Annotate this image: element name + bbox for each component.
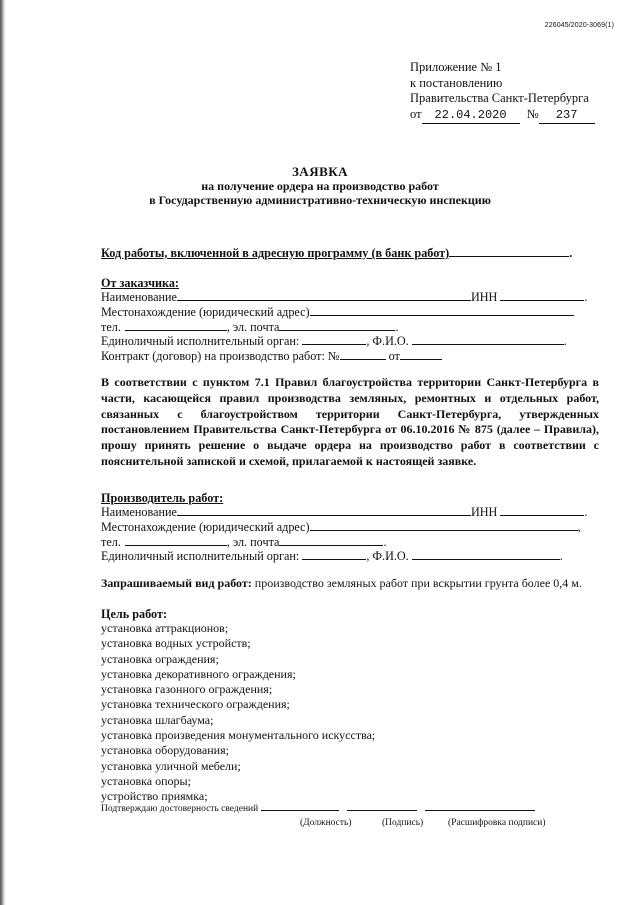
customer-name-field[interactable] bbox=[177, 290, 471, 301]
customer-inn-field[interactable] bbox=[500, 290, 584, 301]
customer-name-line: Наименование ИНН . bbox=[101, 290, 588, 304]
decryption-caption: (Расшифровка подписи) bbox=[448, 818, 546, 828]
signature-caption: (Подпись) bbox=[382, 818, 424, 828]
producer-contacts-line: тел. , эл. почта . bbox=[101, 535, 387, 549]
producer-phone-label: тел. bbox=[101, 535, 121, 549]
purpose-item: установка опоры; bbox=[101, 773, 191, 788]
customer-inn-label: ИНН bbox=[470, 290, 498, 304]
position-caption: (Должность) bbox=[300, 818, 352, 828]
appendix-line-1: Приложение № 1 bbox=[410, 60, 502, 74]
page-title: ЗАЯВКА bbox=[291, 164, 349, 179]
producer-fio-field[interactable] bbox=[412, 549, 560, 560]
producer-name-field[interactable] bbox=[177, 505, 471, 516]
requested-work bbox=[101, 576, 599, 592]
customer-address-label: Местонахождение (юридический адрес) bbox=[101, 305, 310, 319]
requested-work-label: Запрашиваемый вид работ: bbox=[101, 576, 252, 590]
signature-confirm-label: Подтверждаю достоверность сведений bbox=[101, 804, 259, 814]
customer-contract-date-field[interactable] bbox=[400, 349, 442, 360]
signature-decryption-field[interactable] bbox=[425, 802, 535, 811]
purpose-item: установка уличной мебели; bbox=[101, 758, 241, 773]
scan-edge bbox=[0, 0, 6, 905]
appendix-block bbox=[410, 60, 595, 124]
producer-address-label: Местонахождение (юридический адрес) bbox=[101, 520, 310, 534]
appendix-date: 22.04.2020 bbox=[422, 108, 520, 125]
customer-contract-number-field[interactable] bbox=[340, 349, 386, 360]
main-request-paragraph: В соответствии с пунктом 7.1 Правил благоустройства территории Санкт-Петербурга в части, касающейся правил производства земляных, ремонтных и отдельных работ, связанных с благоустройством территории Санкт-Петербурга, утвержденных постановлением Правительства Санкт-Петербурга от 06.10.2016 № 875 (далее – Правила), прошу принять решение о выдаче ордера на производство работ в соответствии с пояснительной запиской и схемой, прилагаемой к настоящей заявке. bbox=[101, 375, 599, 468]
work-code-line: Код работы, включенной в адресную программу (в банк работ) . bbox=[101, 246, 573, 260]
customer-address-line bbox=[101, 305, 574, 320]
customer-fio-field[interactable] bbox=[412, 334, 564, 345]
purpose-item: установка ограждения; bbox=[101, 651, 219, 666]
producer-inn-label: ИНН bbox=[470, 505, 498, 519]
purpose-item: установка технического ограждения; bbox=[101, 697, 290, 712]
producer-address-field[interactable] bbox=[310, 520, 578, 531]
appendix-number: 237 bbox=[539, 108, 595, 125]
producer-address-line: Местонахождение (юридический адрес) , bbox=[101, 520, 581, 534]
purpose-item: установка газонного ограждения; bbox=[101, 682, 273, 697]
signature-position-field[interactable] bbox=[261, 802, 339, 811]
producer-phone-field[interactable] bbox=[125, 535, 227, 546]
title-subline-1: на получение ордера на производство работ bbox=[201, 179, 439, 193]
purpose-item: установка шлагбаума; bbox=[101, 712, 214, 727]
producer-heading: Производитель работ: bbox=[101, 491, 224, 505]
appendix-line-2: к постановлению bbox=[410, 75, 503, 90]
customer-executive-field[interactable] bbox=[302, 334, 366, 345]
customer-contract-line bbox=[101, 349, 442, 364]
customer-fio-label: , Ф.И.О. bbox=[366, 334, 409, 348]
appendix-date-line bbox=[410, 107, 595, 125]
producer-email-label: , эл. почта bbox=[226, 535, 280, 549]
customer-name-label: Наименование bbox=[101, 290, 177, 304]
purpose-item: установка произведения монументального искусства; bbox=[101, 728, 376, 743]
signature-line bbox=[101, 802, 535, 814]
producer-executive-label: Единоличный исполнительный орган: bbox=[101, 549, 300, 563]
customer-email-label: , эл. почта bbox=[226, 320, 280, 334]
customer-executive-label: Единоличный исполнительный орган: bbox=[101, 334, 300, 348]
purpose-item: установка декоративного ограждения; bbox=[101, 666, 296, 681]
purpose-label: Цель работ: bbox=[101, 607, 168, 621]
purpose-item: устройство приямка; bbox=[101, 789, 208, 804]
customer-address-field[interactable] bbox=[310, 305, 574, 316]
purpose-list bbox=[101, 621, 375, 805]
producer-fio-label: , Ф.И.О. bbox=[366, 549, 409, 563]
customer-email-field[interactable] bbox=[279, 320, 395, 331]
customer-executive-line: Единоличный исполнительный орган: , Ф.И.О. . bbox=[101, 334, 567, 348]
work-code-field[interactable] bbox=[449, 246, 569, 257]
producer-executive-field[interactable] bbox=[302, 549, 366, 560]
customer-heading: От заказчика: bbox=[101, 276, 179, 290]
producer-name-line: Наименование ИНН . bbox=[101, 505, 588, 519]
producer-name-label: Наименование bbox=[101, 505, 177, 519]
purpose-item: установка оборудования; bbox=[101, 743, 229, 758]
customer-phone-label: тел. bbox=[101, 320, 121, 334]
customer-phone-field[interactable] bbox=[125, 320, 227, 331]
appendix-from-label: от bbox=[410, 106, 422, 121]
customer-contacts-line: тел. , эл. почта . bbox=[101, 320, 399, 334]
signature-sign-field[interactable] bbox=[347, 802, 417, 811]
purpose-item: установка водных устройств; bbox=[101, 636, 251, 651]
customer-contract-label: Контракт (договор) на производство работ: № bbox=[101, 349, 340, 363]
requested-work-value: производство земляных работ при вскрытии грунта более 0,4 м. bbox=[254, 576, 582, 590]
work-code-label: Код работы, включенной в адресную программу (в банк работ) bbox=[101, 246, 450, 260]
producer-executive-line: Единоличный исполнительный орган: , Ф.И.О. . bbox=[101, 549, 563, 563]
producer-inn-field[interactable] bbox=[500, 505, 584, 516]
producer-email-field[interactable] bbox=[279, 535, 383, 546]
appendix-number-label: № bbox=[526, 106, 539, 121]
appendix-line-3: Правительства Санкт-Петербурга bbox=[410, 91, 589, 105]
purpose-item: установка аттракционов; bbox=[101, 621, 229, 635]
document-number: 226045/2020-3069(1) bbox=[544, 22, 614, 29]
customer-contract-from-label: от bbox=[388, 349, 400, 363]
title-subline-2: в Государственную административно-техническую инспекцию bbox=[149, 193, 491, 207]
